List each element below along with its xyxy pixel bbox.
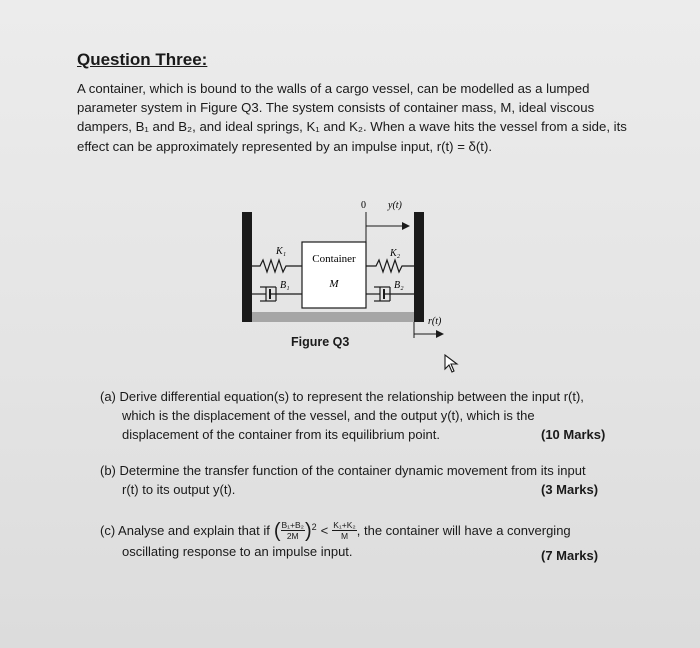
part-a [100, 387, 584, 444]
vessel-right-wall [414, 212, 424, 322]
y-arrowhead [402, 222, 410, 230]
question-title: Question Three: [77, 50, 208, 69]
question-intro [77, 79, 637, 156]
damper-b2 [366, 287, 414, 301]
k2-label: K₂ [390, 248, 401, 259]
spring-k2 [366, 260, 414, 272]
mass-label: M [329, 278, 339, 290]
part-b-marks: (3 Marks) [541, 482, 599, 497]
part-a-marks: (10 Marks) [541, 427, 606, 442]
part-c-marks: (7 Marks) [541, 548, 599, 563]
b2-label: B₂ [394, 280, 404, 291]
part-b [100, 461, 586, 499]
intro-line: parameter system in Figure Q3. The system consists of container mass, M, ideal viscous [77, 100, 595, 116]
k1-label: K₁ [276, 246, 287, 257]
part-a-line: (a) Derive differential equation(s) to represent the relationship between the input r(t), [100, 389, 584, 404]
part-c-line2: oscillating response to an impulse input. [122, 544, 353, 559]
intro-line: effect can be approximately represented by an impulse input, r(t) = δ(t). [77, 138, 493, 154]
figure-q3-diagram [230, 190, 450, 340]
part-c [100, 520, 571, 561]
vessel-floor [242, 312, 424, 322]
exponent: 2 [311, 522, 317, 532]
y-label: y(t) [388, 200, 402, 211]
spring-k1 [252, 260, 302, 272]
intro-line: dampers, B₁ and B₂, and ideal springs, K₁ and K₂. When a wave hits the vessel from a side, its [77, 119, 627, 135]
damper-b1 [252, 287, 302, 301]
r-label: r(t) [428, 316, 442, 327]
less-than: < [320, 523, 329, 538]
lhs-numerator: B₁+B₂ [281, 520, 304, 530]
figure-caption: Figure Q3 [291, 335, 350, 349]
container-label: Container [312, 253, 356, 265]
part-b-line: r(t) to its output y(t). [122, 482, 236, 497]
rhs-denominator: M [340, 531, 349, 541]
part-c-prefix: (c) Analyse and explain that if [100, 523, 270, 538]
part-c-suffix: , the container will have a converging [356, 523, 571, 538]
condition-formula: ( $\frac{\text{B₁+B₂}}{2M}$ ) $^2$ < $\frac{\text{K₁+K₂}}{M}$ [273, 519, 356, 542]
zero-label: 0 [361, 200, 366, 211]
part-a-line: which is the displacement of the vessel, and the output y(t), which is the [122, 408, 535, 423]
b1-label: B₁ [280, 280, 290, 291]
container-mass-box [302, 242, 366, 308]
rhs-numerator: K₁+K₂ [333, 520, 356, 530]
vessel-left-wall [242, 212, 252, 322]
r-arrowhead [436, 330, 444, 338]
lhs-denominator: 2M [286, 531, 299, 541]
intro-line: A container, which is bound to the walls of a cargo vessel, can be modelled as a lumped [77, 81, 590, 96]
part-b-line: (b) Determine the transfer function of the container dynamic movement from its input [100, 463, 586, 478]
mouse-cursor-icon [444, 354, 460, 374]
part-a-line: displacement of the container from its equilibrium point. [122, 427, 440, 442]
